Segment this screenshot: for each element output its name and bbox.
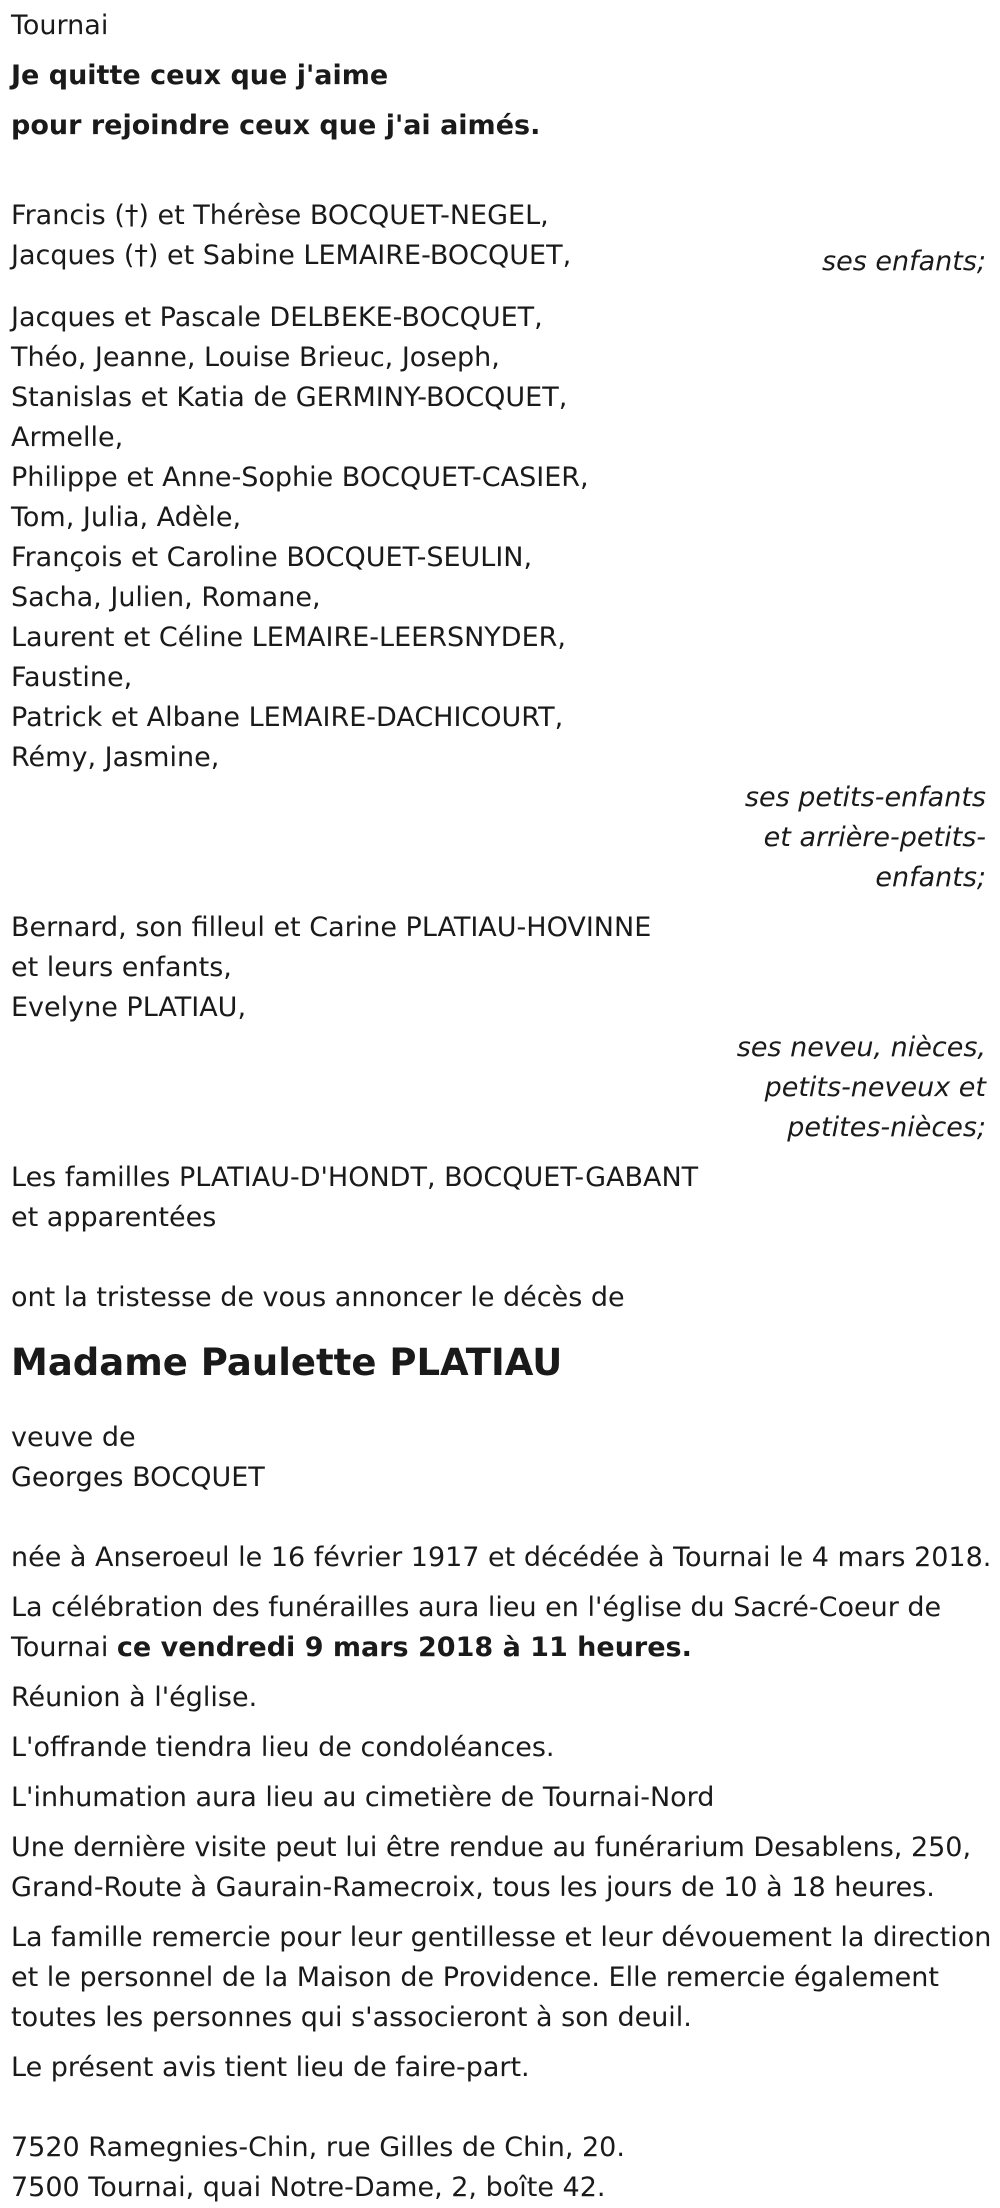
burial-text: L'inhumation aura lieu au cimetière de Tournai-Nord	[11, 1782, 715, 1813]
nephews-role-line: petits-neveux et	[764, 1072, 986, 1103]
quote-line-2: pour rejoindre ceux que j'ai aimés.	[11, 110, 541, 141]
grandchild-line: François et Caroline BOCQUET-SEULIN,	[11, 542, 533, 573]
child-line: Jacques (†) et Sabine LEMAIRE-BOCQUET,	[11, 240, 572, 271]
city-name: Tournai	[11, 10, 109, 41]
grandchild-line: Philippe et Anne-Sophie BOCQUET-CASIER,	[11, 462, 589, 493]
birth-death-text: née à Anseroeul le 16 février 1917 et décédée à Tournai le 4 mars 2018.	[11, 1542, 992, 1573]
addresses-section	[11, 2128, 991, 2208]
nephews-role-line: petites-nièces;	[787, 1112, 986, 1143]
deceased-name: Madame Paulette PLATIAU	[11, 1341, 563, 1384]
grandchild-line: Faustine,	[11, 662, 133, 693]
meeting-text: Réunion à l'église.	[11, 1682, 258, 1713]
widow-line-2: Georges BOCQUET	[11, 1462, 265, 1493]
quote-line-1: Je quitte ceux que j'aime	[11, 60, 389, 91]
grandchildren-role-line: enfants;	[875, 862, 986, 893]
widow-line-1: veuve de	[11, 1422, 136, 1453]
thanks-line-1: La famille remercie pour leur gentillesse et leur dévouement la direction	[11, 1922, 992, 1953]
address-line: 7520 Ramegnies-Chin, rue Gilles de Chin, 20.	[11, 2132, 625, 2163]
grandchildren-role-line: ses petits-enfants	[744, 782, 986, 813]
grandchild-line: Théo, Jeanne, Louise Brieuc, Joseph,	[11, 342, 500, 373]
grandchildren-role-line: et arrière-petits-	[763, 822, 986, 853]
address-line: 7500 Tournai, quai Notre-Dame, 2, boîte 42.	[11, 2172, 606, 2203]
funeral-line-1: La célébration des funérailles aura lieu en l'église du Sacré-Coeur de	[11, 1592, 942, 1623]
funeral-line-2	[11, 1628, 991, 1668]
grandchild-line: Laurent et Céline LEMAIRE-LEERSNYDER,	[11, 622, 566, 653]
nephews-section	[11, 908, 991, 1148]
family-line: Les familles PLATIAU-D'HONDT, BOCQUET-GABANT	[11, 1162, 699, 1193]
nephew-line: et leurs enfants,	[11, 952, 232, 983]
visit-line-2: Grand-Route à Gaurain-Ramecroix, tous les jours de 10 à 18 heures.	[11, 1872, 935, 1903]
funeral-date: ce vendredi 9 mars 2018 à 11 heures.	[116, 1632, 692, 1663]
nephew-line: Evelyne PLATIAU,	[11, 992, 247, 1023]
children-section	[11, 196, 991, 276]
grandchild-line: Patrick et Albane LEMAIRE-DACHICOURT,	[11, 702, 564, 733]
grandchild-line: Sacha, Julien, Romane,	[11, 582, 321, 613]
thanks-line-2: et le personnel de la Maison de Providence. Elle remercie également	[11, 1962, 939, 1993]
children-role: ses enfants;	[822, 246, 986, 277]
grandchild-line: Tom, Julia, Adèle,	[11, 502, 242, 533]
grandchild-line: Jacques et Pascale DELBEKE-BOCQUET,	[11, 302, 543, 333]
nephews-role-line: ses neveu, nièces,	[736, 1032, 986, 1063]
details-section	[11, 1538, 991, 2088]
grandchildren-section	[11, 298, 991, 898]
visit-line-1: Une dernière visite peut lui être rendue au funérarium Desablens, 250,	[11, 1832, 972, 1863]
child-line: Francis (†) et Thérèse BOCQUET-NEGEL,	[11, 200, 549, 231]
grandchild-line: Stanislas et Katia de GERMINY-BOCQUET,	[11, 382, 568, 413]
families-section	[11, 1158, 991, 1238]
obituary-notice	[11, 6, 991, 2208]
thanks-line-3: toutes les personnes qui s'associeront à son deuil.	[11, 2002, 692, 2033]
notice-text: Le présent avis tient lieu de faire-part.	[11, 2052, 530, 2083]
nephew-line: Bernard, son filleul et Carine PLATIAU-HOVINNE	[11, 912, 652, 943]
announcement-text: ont la tristesse de vous annoncer le décès de	[11, 1282, 625, 1313]
grandchild-line: Armelle,	[11, 422, 124, 453]
family-line: et apparentées	[11, 1202, 217, 1233]
funeral-location: Tournai	[11, 1632, 117, 1663]
grandchild-line: Rémy, Jasmine,	[11, 742, 220, 773]
offering-text: L'offrande tiendra lieu de condoléances.	[11, 1732, 555, 1763]
